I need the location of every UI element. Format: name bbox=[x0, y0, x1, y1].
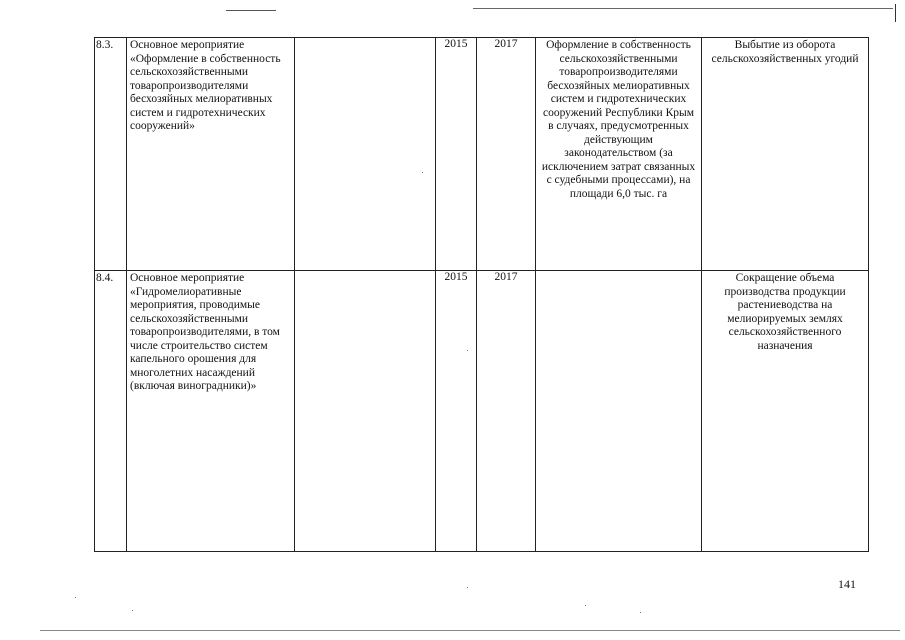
page-number: 141 bbox=[838, 577, 856, 591]
scan-speck bbox=[467, 587, 468, 588]
scan-speck bbox=[640, 612, 641, 613]
scan-stroke-bottom bbox=[40, 630, 900, 631]
start-year: 2015 bbox=[436, 38, 477, 271]
scan-speck bbox=[467, 350, 468, 351]
scan-stroke-top-right bbox=[473, 8, 893, 9]
non-implementation-consequence: Выбытие из оборота сельскохозяйственных угодий bbox=[702, 38, 869, 271]
scan-speck bbox=[422, 172, 423, 173]
scan-speck bbox=[585, 605, 586, 606]
non-implementation-consequence: Сокращение объема производства продукции растениеводства на мелиорируемых землях сельскохозяйственного назначения bbox=[702, 271, 869, 552]
measure-name: Основное мероприятие «Гидромелиоративные мероприятия, проводимые сельскохозяйственными товаропроизводителями, в том числе строительство систем капельного орошения для многолетних насаждений (включая виноградники)» bbox=[127, 271, 295, 552]
measure-description: Оформление в собственность сельскохозяйственными товаропроизводителями бесхозяйных мелиоративных систем и гидротехнических сооружений Республики Крым в случаях, предусмотренных действующим законодательством (за исключением затрат связанных с судебными процессами), на площади 6,0 тыс. га bbox=[536, 38, 702, 271]
table-row-8-4 bbox=[95, 271, 869, 552]
scan-stroke-top-left bbox=[226, 10, 276, 11]
measure-name: Основное мероприятие «Оформление в собственность сельскохозяйственными товаропроизводителями бесхозяйных мелиоративных систем и гидротехнических сооружений» bbox=[127, 38, 295, 271]
scan-stroke-top-right-edge bbox=[895, 4, 896, 22]
table-row-8-3 bbox=[95, 38, 869, 271]
start-year: 2015 bbox=[436, 271, 477, 552]
scan-speck bbox=[132, 610, 133, 611]
end-year: 2017 bbox=[477, 271, 536, 552]
executor-cell bbox=[295, 271, 436, 552]
row-number: 8.4. bbox=[95, 271, 127, 552]
end-year: 2017 bbox=[477, 38, 536, 271]
scan-speck bbox=[75, 597, 76, 598]
row-number: 8.3. bbox=[95, 38, 127, 271]
measure-description bbox=[536, 271, 702, 552]
measures-table bbox=[94, 37, 869, 552]
executor-cell bbox=[295, 38, 436, 271]
